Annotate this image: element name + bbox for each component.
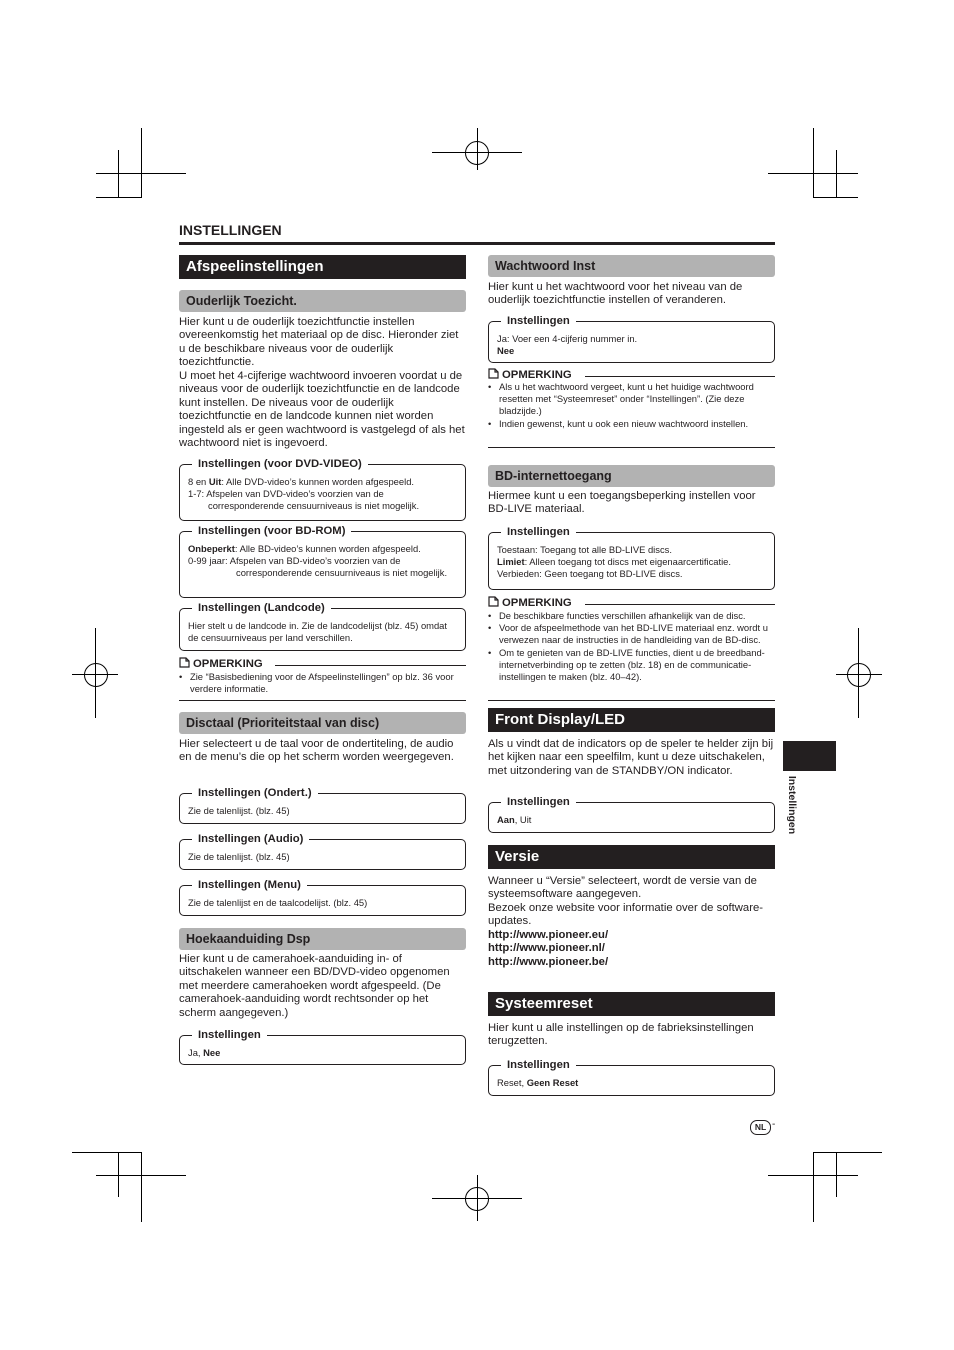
box-label: Instellingen (Menu): [192, 878, 307, 892]
landcode-text: Hier stelt u de landcode in. Zie de landcodelijst (blz. 45) omdat de censuurniveaus per land verschillen.: [188, 620, 447, 644]
ouderlijk-intro-2: U moet het 4-cijferige wachtwoord invoeren voordat u de niveaus voor de ouderlijk toezichtfunctie en de landcode kunt instellen. De niveaus voor de ouderlijk toezichtfunctie en de landcode kunnen niet worden ingesteld als er geen wachtwoord is vastgelegd of als het wachtwoord niet is ingevoerd.: [179, 370, 465, 450]
menu-text: Zie de talenlijst en de taalcodelijst. (blz. 45): [188, 897, 368, 908]
website-links: [488, 929, 775, 969]
bd-verbieden: Verbieden: Geen toegang tot BD-LIVE discs.: [497, 568, 683, 580]
header-rule: [179, 242, 775, 245]
language-badge: [750, 1120, 771, 1135]
settings-box-bd-rom: [179, 525, 466, 598]
box-label: Instellingen: [501, 795, 576, 809]
settings-box-front: [488, 796, 775, 833]
note-list: [179, 671, 466, 695]
settings-box-bd-internet: [488, 526, 775, 590]
box-label: Instellingen (voor BD-ROM): [192, 524, 351, 538]
box-label: Instellingen: [501, 1058, 576, 1072]
disctaal-intro: Hier selecteert u de taal voor de ondertiteling, de audio en de menu’s die op het scherm worden weergegeven.: [179, 738, 454, 764]
settings-box-hoek: [179, 1029, 466, 1065]
note-heading: OPMERKING: [488, 596, 572, 610]
front-options: Aan, Uit: [497, 814, 532, 825]
link-pioneer-nl[interactable]: http://www.pioneer.nl/: [488, 942, 605, 955]
side-tab-label: Instellingen: [786, 775, 798, 835]
versie-intro-2: Bezoek onze website voor informatie over de software-updates.: [488, 902, 764, 928]
ondert-text: Zie de talenlijst. (blz. 45): [188, 805, 290, 816]
hoek-options: Ja, Nee: [188, 1047, 221, 1058]
dvd-level-1-7: 1-7: Afspelen van DVD-video’s voorzien van de corresponderende censuurniveaus is niet mogelijk.: [188, 488, 420, 512]
bd-internettoegang-intro: Hiermee kunt u een toegangsbeperking instellen voor BD-LIVE materiaal.: [488, 490, 756, 516]
settings-box-dvd-video: [179, 458, 466, 521]
systeemreset-title: Systeemreset: [488, 992, 775, 1016]
bd-age-0-99: 0-99 jaar: Afspelen van BD-video’s voorzien van de corresponderende censuurniveaus is niet mogelijk.: [188, 555, 448, 579]
hoekaanduiding-intro: Hier kunt u de camerahoek-aanduiding in- of uitschakelen wanneer een BD/DVD-video opgenomen met meerdere camerahoeken wordt afgespeeld. (De camerahoek-aanduiding wordt rechtsonder op het scherm aangegeven.): [179, 953, 450, 1019]
settings-box-ondertiteling: [179, 787, 466, 824]
note-rule: [585, 376, 775, 377]
note-item: • Zie “Basisbediening voor de Afspeelinstellingen” op blz. 36 voor verdere informatie.: [179, 671, 466, 695]
audio-text: Zie de talenlijst. (blz. 45): [188, 851, 290, 862]
ouderlijk-toezicht-title: Ouderlijk Toezicht.: [179, 290, 466, 312]
hoekaanduiding-title: Hoekaanduiding Dsp: [179, 928, 466, 950]
box-label: Instellingen: [501, 525, 576, 539]
versie-intro-1: Wanneer u “Versie” selecteert, wordt de versie van de systeemsoftware aangegeven.: [488, 875, 757, 901]
box-label: Instellingen (voor DVD-VIDEO): [192, 457, 368, 471]
reset-options: Reset, Geen Reset: [497, 1077, 579, 1088]
bd-unlimited: Onbeperkt: Alle BD-video’s kunnen worden afgespeeld.: [188, 543, 421, 554]
afspeelinstellingen-title: Afspeelinstellingen: [179, 255, 466, 279]
note-end-rule: [488, 447, 775, 448]
settings-box-reset: [488, 1059, 775, 1096]
box-label: Instellingen (Ondert.): [192, 786, 318, 800]
note-rule: [585, 604, 775, 605]
front-display-intro: Als u vindt dat de indicators op de speler te helder zijn bij het kijken naar een speelfilm, kunt u deze uitschakelen, met uitzondering van de STANDBY/ON indicator.: [488, 738, 774, 777]
note-rule: [275, 665, 466, 666]
note-item: • Om te genieten van de BD-LIVE functies, dient u de breedband-internetverbinding op te zetten (blz. 18) en de communicatie-instellingen te maken (blz. 40–42).: [488, 647, 775, 684]
front-display-title: Front Display/LED: [488, 708, 775, 732]
note-item: • De beschikbare functies verschillen afhankelijk van de disc.: [488, 610, 775, 622]
box-label: Instellingen (Audio): [192, 832, 309, 846]
bd-internettoegang-title: BD-internettoegang: [488, 465, 775, 487]
link-pioneer-eu[interactable]: http://www.pioneer.eu/: [488, 929, 609, 941]
settings-box-menu: [179, 879, 466, 916]
systeemreset-intro: Hier kunt u alle instellingen op de fabrieksinstellingen terugzetten.: [488, 1022, 754, 1048]
wachtwoord-title: Wachtwoord Inst: [488, 255, 775, 277]
versie-title: Versie: [488, 845, 775, 869]
box-label: Instellingen: [501, 314, 576, 328]
disctaal-title: Disctaal (Prioriteitstaal van disc): [179, 712, 466, 734]
box-label: Instellingen: [192, 1028, 267, 1042]
note-icon: [488, 596, 499, 607]
note-item: • Als u het wachtwoord vergeet, kunt u het huidige wachtwoord resetten met “Systeemreset” onder “Instellingen”. (Zie deze bladzijde.): [488, 381, 775, 418]
wachtwoord-nee: Nee: [497, 345, 515, 357]
note-heading: OPMERKING: [179, 657, 263, 671]
bd-limiet: Limiet: Alleen toegang tot discs met eigenaarcertificatie.: [497, 556, 731, 568]
note-icon: [488, 368, 499, 379]
ouderlijk-intro-1: Hier kunt u de ouderlijk toezichtfunctie instellen overeenkomstig het materiaal op de disc. Hieronder ziet u de beschikbare niveaus voor de ouderlijk toezichtfunctie.: [179, 316, 459, 369]
section-heading: INSTELLINGEN: [179, 222, 282, 238]
page-number-dash: -: [772, 1119, 776, 1130]
settings-box-audio: [179, 833, 466, 870]
wachtwoord-ja: Ja: Voer een 4-cijferig nummer in.: [497, 333, 638, 344]
note-item: • Voor de afspeelmethode van het BD-LIVE materiaal enz. wordt u verwezen naar de instructies in de handleiding van de BD-disc.: [488, 622, 775, 646]
link-pioneer-be[interactable]: http://www.pioneer.be/: [488, 955, 609, 968]
note-list: [488, 610, 775, 683]
settings-box-wachtwoord: [488, 315, 775, 363]
settings-box-landcode: [179, 602, 466, 651]
wachtwoord-intro: Hier kunt u het wachtwoord voor het niveau van de ouderlijk toezichtfunctie instellen of veranderen.: [488, 281, 743, 307]
note-end-rule: [488, 700, 775, 701]
box-label: Instellingen (Landcode): [192, 601, 331, 615]
note-end-rule: [179, 700, 466, 701]
dvd-level-8-off: 8 en Uit: Alle DVD-video’s kunnen worden afgespeeld.: [188, 476, 415, 487]
note-item: • Indien gewenst, kunt u ook een nieuw wachtwoord instellen.: [488, 418, 775, 430]
bd-toestaan: Toestaan: Toegang tot alle BD-LIVE discs.: [497, 544, 672, 555]
note-heading: OPMERKING: [488, 368, 572, 382]
note-list: [488, 381, 775, 430]
note-icon: [179, 657, 190, 668]
language-code: NL: [754, 1122, 767, 1132]
